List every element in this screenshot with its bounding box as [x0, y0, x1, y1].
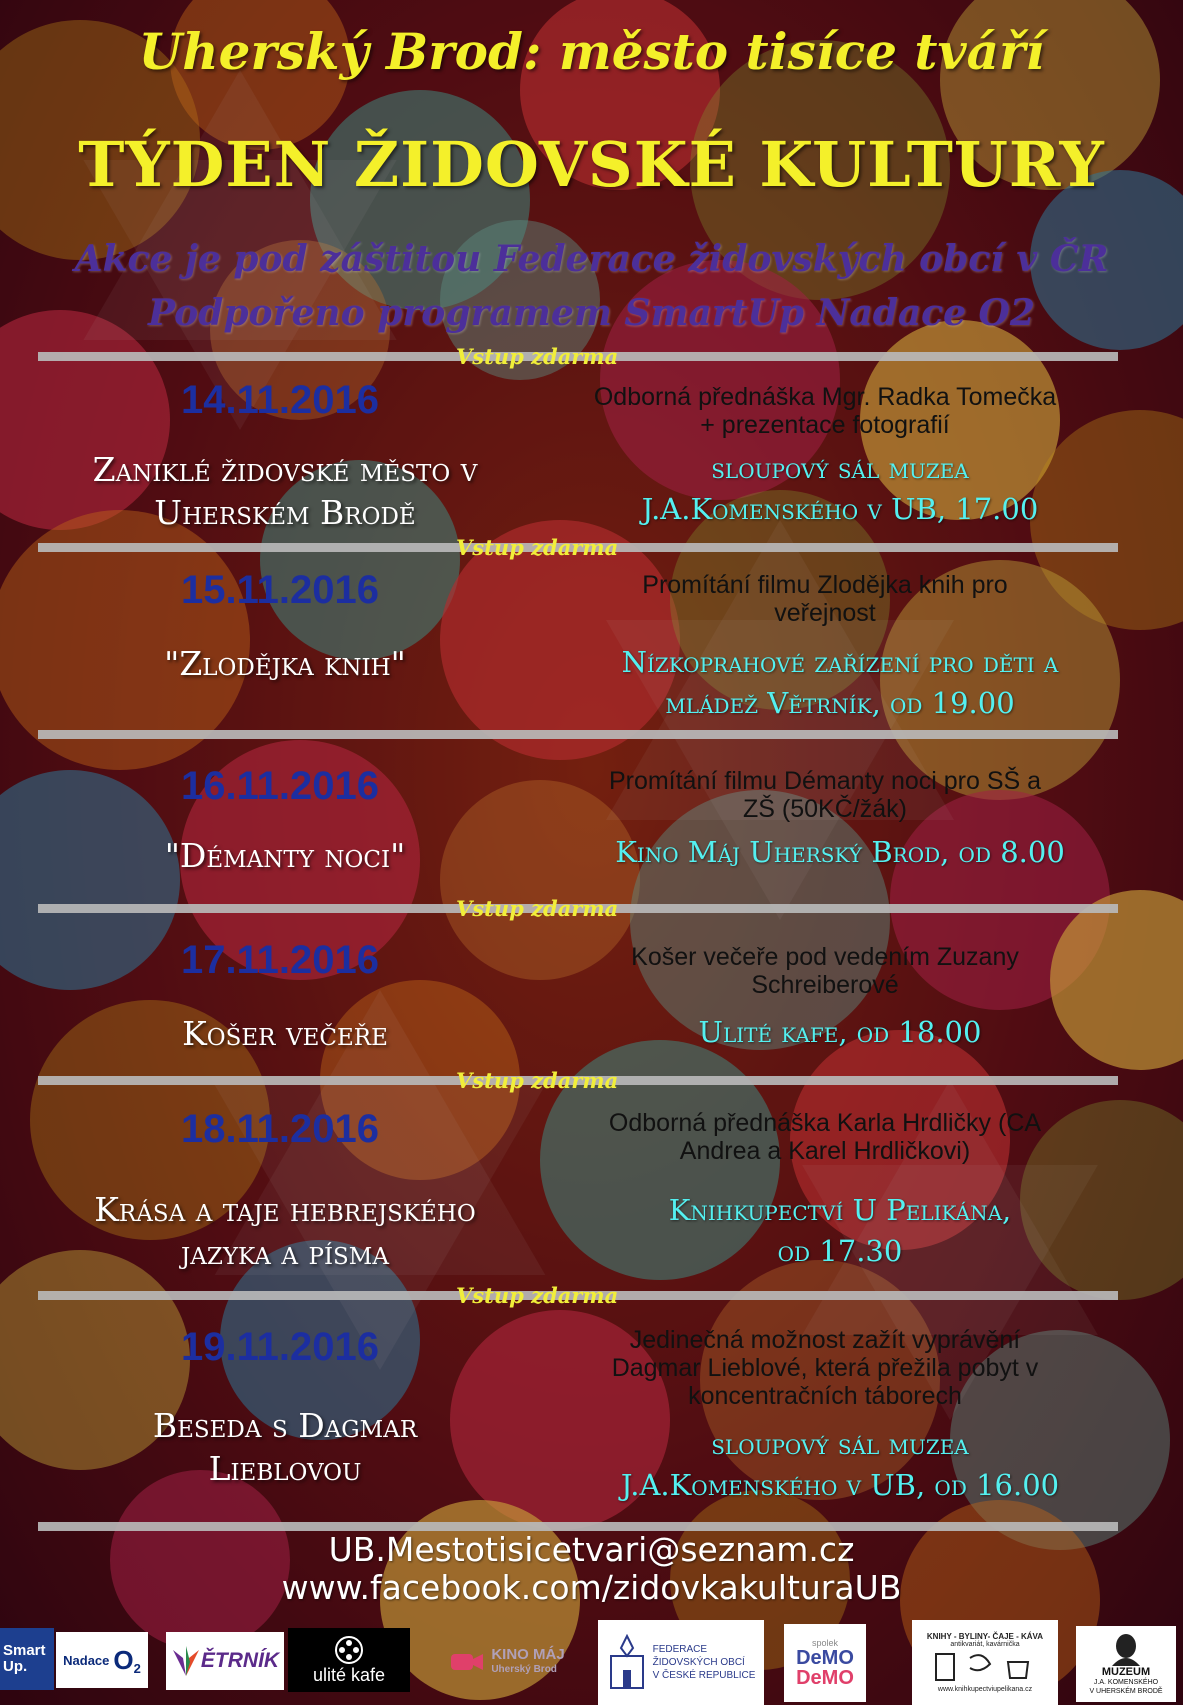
event-date: 16.11.2016 [181, 764, 379, 808]
event-venue: sloupový sál muzea J.A.Komenského v UB, 17.00 [641, 451, 1039, 526]
free-entry-label: Vstup zdarma [456, 1068, 619, 1093]
event-title: "Zlodějka knih" [164, 644, 406, 683]
event-description: Odborná přednáška Mgr. Radka Tomečka + prezentace fotografií [593, 383, 1057, 439]
event-date: 17.11.2016 [181, 938, 379, 982]
windmill-icon [171, 1644, 201, 1678]
camera-icon [449, 1650, 485, 1674]
event-description: Promítání filmu Zlodějka knih pro veřejnost [642, 571, 1008, 627]
poster-title-event: TÝDEN ŽIDOVSKÉ KULTURY [78, 128, 1105, 201]
contact-facebook[interactable]: www.facebook.com/zidovkakulturaUB [281, 1568, 902, 1607]
free-entry-label: Vstup zdarma [456, 1283, 619, 1308]
event-description: Jedinečná možnost zažít vyprávění Dagmar Lieblové, která přežila pobyt v koncentračních táborech [611, 1326, 1039, 1410]
muzeum-logo: MUZEUM J.A. KOMENSKÉHO V UHERSKÉM BRODĚ [1076, 1626, 1176, 1702]
ulite-kafe-logo: ulité kafe [288, 1628, 410, 1692]
event-date: 18.11.2016 [181, 1107, 379, 1151]
poster-title-city: Uherský Brod: město tisíce tváří [138, 22, 1045, 81]
event-venue: Ulité kafe, od 18.00 [698, 1015, 982, 1049]
sponsor-logos [0, 1620, 1183, 1705]
event-title: Krása a taje hebrejského jazyka a písma [94, 1190, 476, 1272]
pelikan-logo: KNIHY - BYLINY- ČAJE - KÁVA antikvariát, kavárnička www.knihkupectviupelikana.cz [912, 1620, 1058, 1705]
event-description: Košer večeře pod vedením Zuzany Schreiberové [631, 943, 1019, 999]
event-venue: Knihkupectví U Pelikána, od 17.30 [668, 1193, 1012, 1268]
nadace-o2-logo: Nadace O 2 [56, 1632, 148, 1688]
event-title: "Démanty noci" [164, 836, 406, 875]
free-entry-label: Vstup zdarma [456, 344, 619, 369]
event-title: Košer večeře [182, 1014, 388, 1053]
film-reel-icon [334, 1635, 364, 1665]
divider [38, 730, 1118, 739]
book-cup-icon [930, 1648, 1040, 1686]
event-description: Promítání filmu Démanty noci pro SŠ a ZŠ (50KČ/žák) [608, 767, 1042, 823]
event-title: Beseda s Dagmar Lieblovou [152, 1406, 418, 1488]
event-venue: Kino Máj Uherský Brod, od 8.00 [615, 835, 1065, 869]
smartup-logo: Smart Up. [0, 1628, 54, 1690]
event-date: 19.11.2016 [181, 1325, 379, 1369]
event-date: 15.11.2016 [181, 568, 379, 612]
event-venue: sloupový sál muzea J.A.Komenského v UB, od 16.00 [620, 1427, 1060, 1502]
demo-logo: spolek DeMO DeMO [784, 1624, 866, 1702]
free-entry-label: Vstup zdarma [456, 535, 619, 560]
event-date: 14.11.2016 [181, 378, 379, 422]
event-description: Odborná přednáška Karla Hrdličky (CA Andrea a Karel Hrdličkovi) [608, 1109, 1042, 1165]
event-venue: Nízkoprahové zařízení pro děti a mládež Větrník, od 19.00 [621, 645, 1059, 720]
federace-logo: FEDERACE ŽIDOVSKÝCH OBCÍ V ČESKÉ REPUBLICE [598, 1620, 764, 1705]
event-title: Zaniklé židovské město v Uherském Brodě [92, 450, 478, 532]
kino-maj-logo: KINO MÁJ Uherský Brod [432, 1640, 582, 1684]
sponsor-line: Podpořeno programem SmartUp Nadace O2 [148, 292, 1035, 334]
patronage-line: Akce je pod záštitou Federace židovských obcí v ČR [74, 238, 1109, 280]
contact-email[interactable]: UB.Mestotisicetvari@seznam.cz [328, 1530, 855, 1569]
komensky-portrait-icon [1106, 1632, 1146, 1666]
vetrnik-logo: ĚTRNÍK [166, 1632, 284, 1690]
synagogue-icon [607, 1634, 647, 1692]
free-entry-label: Vstup zdarma [456, 896, 619, 921]
